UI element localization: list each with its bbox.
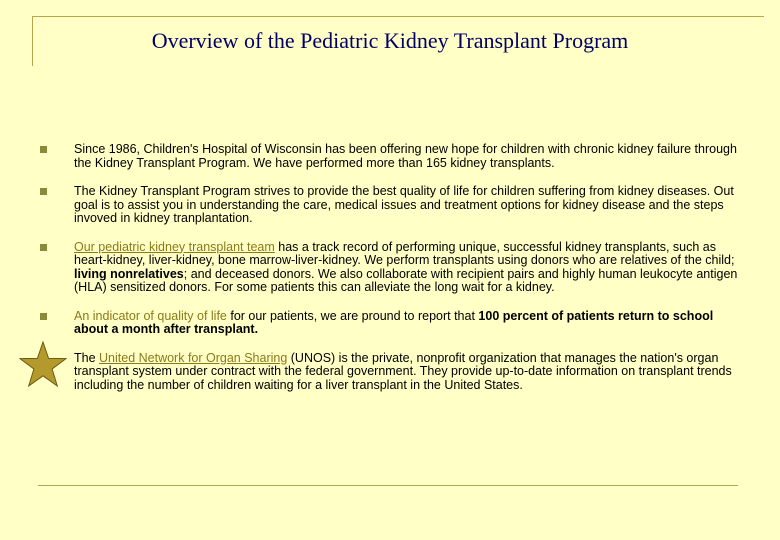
frame-bottom-line [38, 485, 738, 486]
bullet-text: The [74, 350, 100, 365]
quality-of-life-link[interactable]: An indicator of quality of life [74, 308, 227, 323]
bullet-item-quality [40, 310, 740, 337]
bullet-item-goal [40, 185, 740, 226]
bullet-text: ; and deceased donors. We also collaborate with recipient pairs and highly human leukocyte antigen (HLA) sensitized donors. For some patients this can alleviate the long wait for a kidney. [74, 266, 738, 294]
bullet-list [40, 143, 740, 392]
bullet-item-team [40, 241, 740, 295]
star-icon [19, 341, 67, 387]
bullet-text: (UNOS) is the private, nonprofit organization that manages the nation's organ transplant system under contract with the federal government. They provide up-to-date information on transplant trends including the number of children waiting for a liver transplant in the United States. [74, 350, 732, 392]
bold-text: living nonrelatives [74, 266, 184, 281]
square-bullet-icon [40, 313, 47, 320]
bullet-text: Since 1986, Children's Hospital of Wisconsin has been offering new hope for children with chronic kidney failure through the Kidney Transplant Program. We have performed more than 165 kidney transplants. [74, 142, 737, 170]
square-bullet-icon [40, 188, 47, 195]
bullet-item-history [40, 143, 740, 170]
bullet-text: for our patients, we are pround to report that [226, 308, 479, 323]
square-bullet-icon [40, 244, 47, 251]
bold-text: 100 percent of patients return to school about a month after transplant. [74, 308, 714, 336]
page-title: Overview of the Pediatric Kidney Transplant Program [151, 28, 629, 53]
bullet-text: has a track record of performing unique, successful kidney transplants, such as heart-kidney, liver-kidney, bone marrow-liver-kidney. We perform transplants using donors who are relatives of the child; [74, 239, 735, 267]
frame-top-line [32, 16, 764, 17]
bullet-item-unos [40, 352, 740, 393]
unos-link[interactable]: United Network for Organ Sharing [99, 350, 288, 365]
transplant-team-link[interactable]: Our pediatric kidney transplant team [74, 239, 275, 254]
square-bullet-icon [40, 146, 47, 153]
bullet-text: The Kidney Transplant Program strives to provide the best quality of life for children suffering from kidney diseases. Out goal is to assist you in understanding the care, medical issues and treatment options for kidney disease and the steps invoved in kidney tranplantation. [74, 184, 734, 225]
